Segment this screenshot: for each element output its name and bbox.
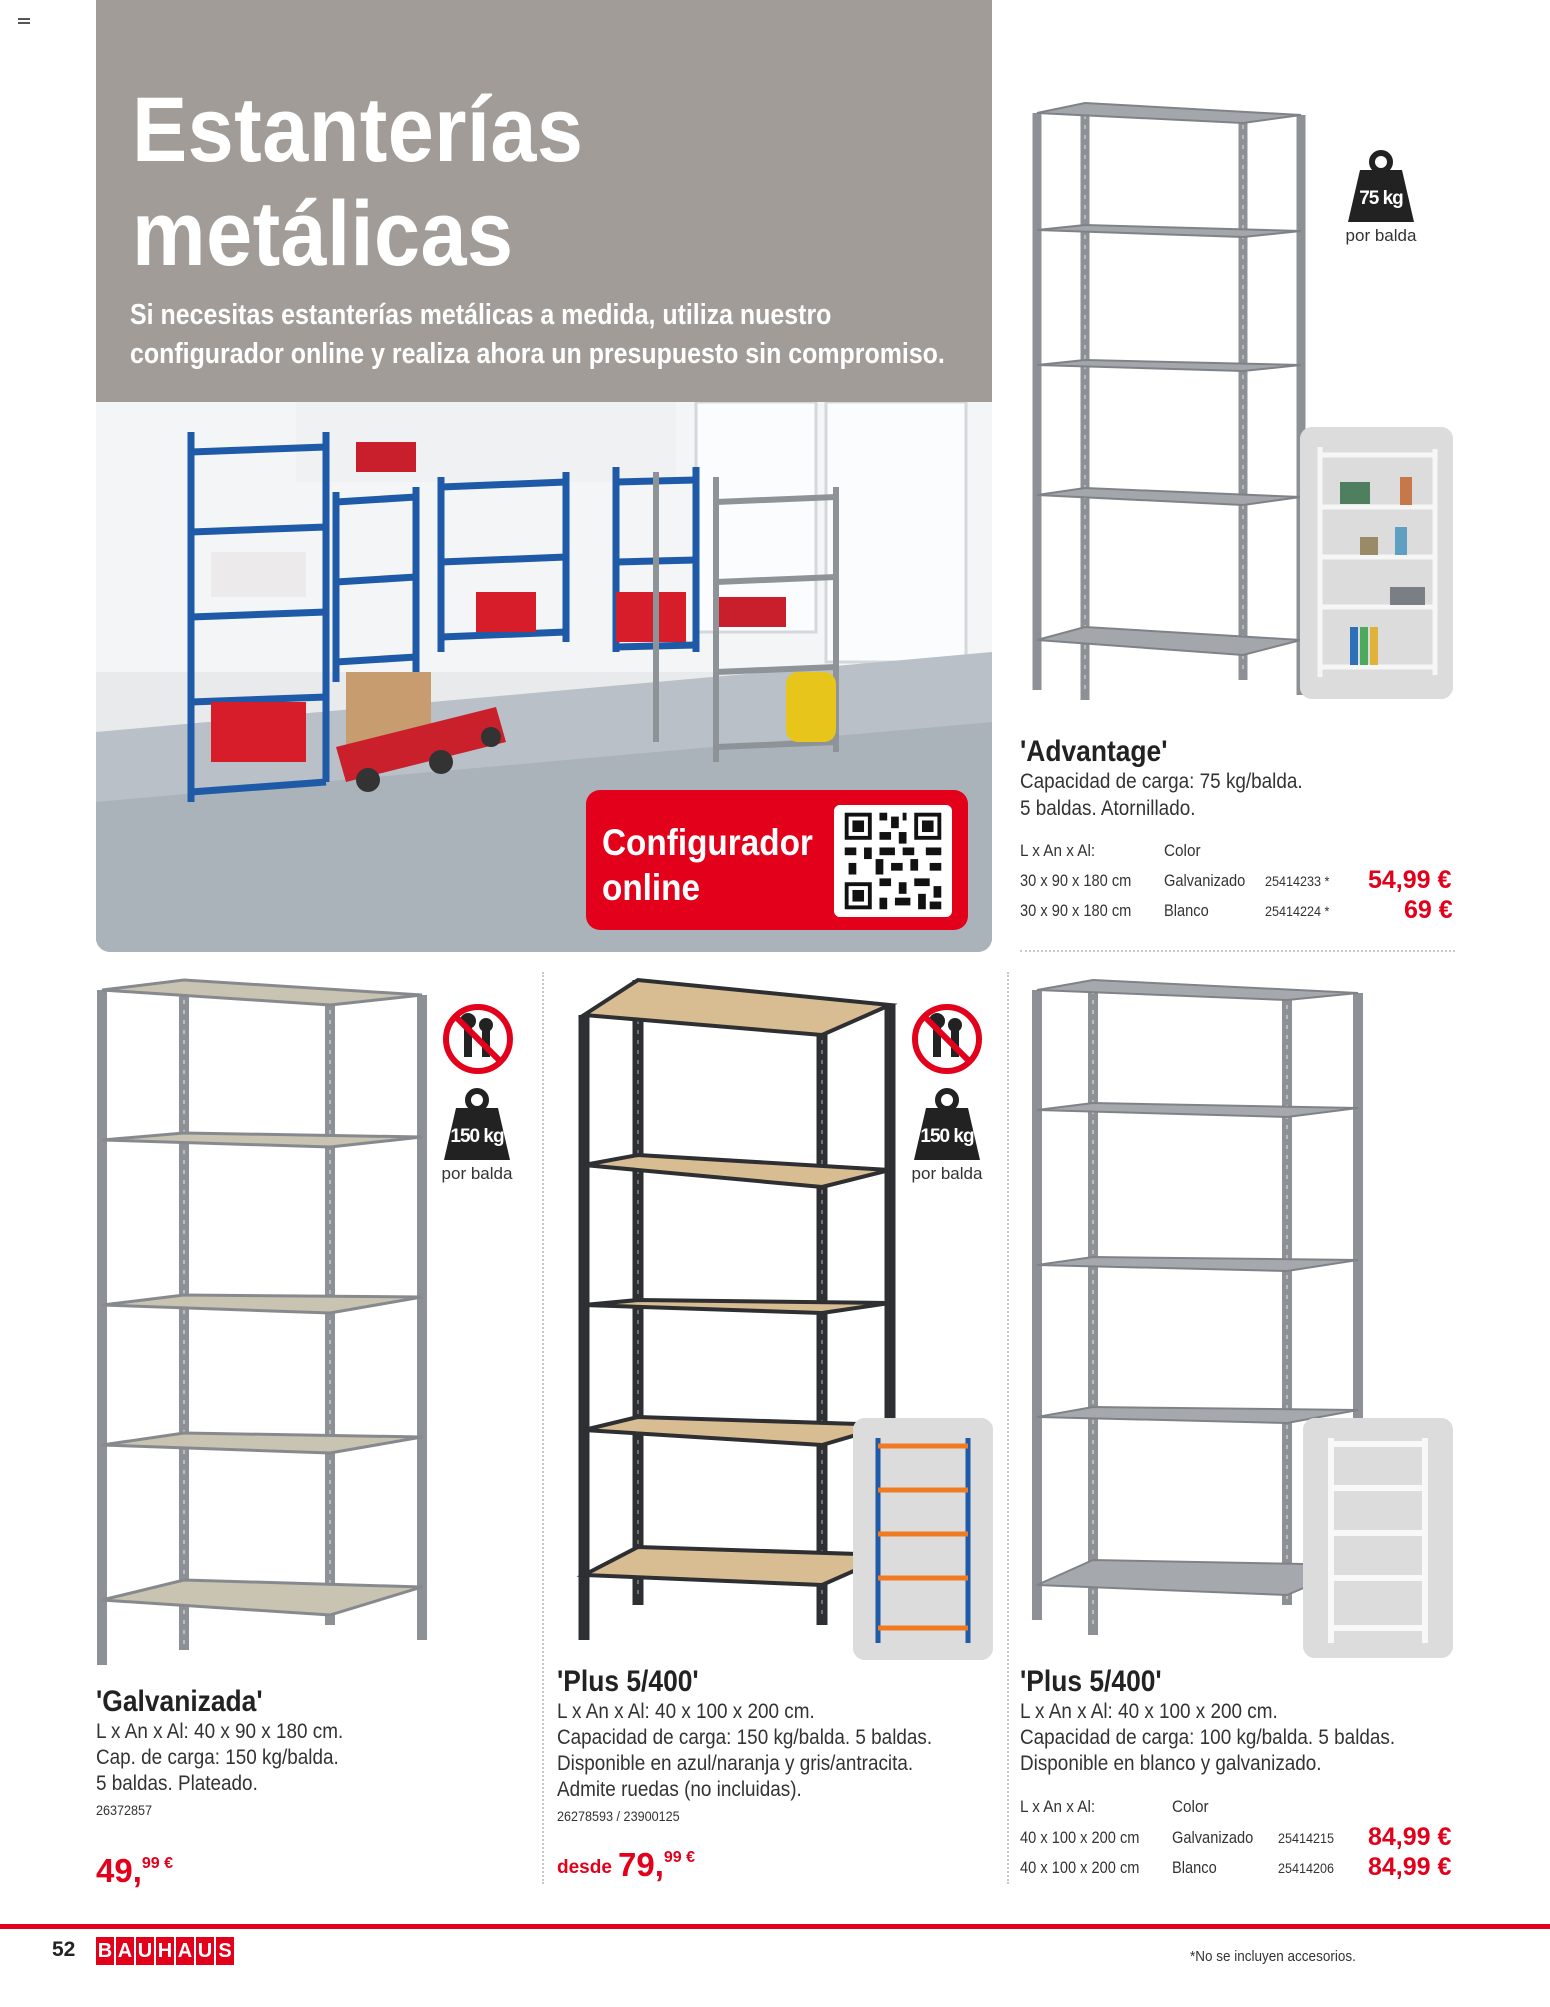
table-header-color: Color [1164,841,1201,860]
product-title: 'Advantage' [1020,735,1168,768]
weight-icon [1348,150,1414,222]
hero-subtitle [130,296,956,374]
product-description: L x An x Al: 40 x 100 x 200 cm. [557,1700,815,1723]
product-title: 'Plus 5/400' [1020,1665,1162,1698]
logo-letter: B [96,1937,114,1965]
row-article: 25414206 [1278,1860,1335,1876]
plus-color-thumbnail[interactable] [853,1418,993,1660]
load-badge [432,1088,522,1188]
logo-letter: A [176,1937,194,1965]
price-prefix: desde [557,1857,612,1878]
table-header-color: Color [1172,1797,1209,1816]
row-color: Galvanizado [1172,1828,1254,1847]
row-price: 54,99 € [1368,866,1452,894]
row-article: 25414215 [1278,1830,1335,1846]
product-description: Capacidad de carga: 75 kg/balda. [1020,770,1303,793]
footnote: *No se incluyen accesorios. [1190,1948,1356,1965]
row-dims: 40 x 100 x 200 cm [1020,1828,1140,1847]
qr-code-icon[interactable] [834,805,952,917]
row-dims: 30 x 90 x 180 cm [1020,871,1132,890]
load-unit: por balda [441,1164,513,1183]
logo-letter: U [136,1937,154,1965]
divider [542,972,544,1884]
product-description: L x An x Al: 40 x 90 x 180 cm. [96,1720,344,1743]
load-value: 75 kg [1359,188,1403,209]
white-shelf-image [1300,427,1453,699]
title-line: metálicas [132,183,514,285]
plus-white-thumbnail[interactable] [1303,1418,1453,1658]
product-description: Disponible en azul/naranja y gris/antracita. [557,1752,914,1775]
configurator-online-button[interactable] [586,790,968,930]
hero-banner [96,0,992,952]
load-unit: por balda [911,1164,983,1183]
row-color: Blanco [1164,901,1209,920]
weight-icon [914,1088,980,1160]
product-title: 'Plus 5/400' [557,1665,699,1698]
subtitle-line: configurador online y realiza ahora un presupuesto sin compromiso. [130,338,945,370]
advantage-shelf-image [1025,95,1315,705]
product-description: Capacidad de carga: 150 kg/balda. 5 baldas. [557,1726,933,1749]
row-color: Galvanizado [1164,871,1246,890]
row-price: 69 € [1404,896,1453,924]
load-unit: por balda [1345,226,1417,245]
product-price [96,1852,173,1890]
load-value: 150 kg [920,1126,974,1147]
no-tools-icon [442,1003,514,1075]
load-badge [1336,150,1426,250]
product-description: Capacidad de carga: 100 kg/balda. 5 baldas. [1020,1726,1396,1749]
logo-letter: H [156,1937,174,1965]
no-tools-icon [911,1003,983,1075]
row-article: 25414233 * [1265,873,1330,889]
load-badge [902,1088,992,1188]
configurator-line: Configurador [602,822,813,863]
white-shelf-image [1303,1418,1453,1658]
logo-letter: A [116,1937,134,1965]
price-decimals: 99 € [141,1855,174,1872]
row-price: 84,99 € [1368,1823,1452,1851]
product-title: 'Galvanizada' [96,1685,263,1718]
row-price: 84,99 € [1368,1853,1452,1881]
product-description: 5 baldas. Atornillado. [1020,797,1196,820]
product-description: Admite ruedas (no incluidas). [557,1778,802,1801]
table-header-dims: L x An x Al: [1020,1797,1096,1816]
product-article: 26278593 / 23900125 [557,1808,680,1824]
footer-rule [0,1924,1550,1929]
product-description: Disponible en blanco y galvanizado. [1020,1752,1322,1775]
row-dims: 40 x 100 x 200 cm [1020,1858,1140,1877]
price-integer: 49, [96,1852,142,1889]
load-value: 150 kg [450,1126,504,1147]
row-article: 25414224 * [1265,903,1330,919]
row-dims: 30 x 90 x 180 cm [1020,901,1132,920]
configurator-line: online [602,867,701,908]
logo-letter: U [196,1937,214,1965]
page-number: 52 [52,1938,76,1961]
product-description: 5 baldas. Plateado. [96,1772,258,1795]
product-description: Cap. de carga: 150 kg/balda. [96,1746,339,1769]
galvanizada-shelf-image [90,975,435,1670]
blue-orange-shelf-image [853,1418,993,1660]
divider [1007,972,1009,1884]
bauhaus-logo[interactable] [96,1937,234,1965]
price-decimals: 99 € [663,1849,696,1866]
configurator-label [602,820,813,910]
subtitle-line: Si necesitas estanterías metálicas a medida, utiliza nuestro [130,299,832,331]
weight-icon [444,1088,510,1160]
row-color: Blanco [1172,1858,1217,1877]
divider [1020,950,1455,952]
title-line: Estanterías [132,79,584,181]
product-article: 26372857 [96,1802,153,1818]
menu-icon[interactable] [18,18,30,28]
advantage-white-thumbnail[interactable] [1300,427,1453,699]
product-description: L x An x Al: 40 x 100 x 200 cm. [1020,1700,1278,1723]
table-header-dims: L x An x Al: [1020,841,1096,860]
product-price [618,1846,695,1884]
page-title [132,78,834,286]
logo-letter: S [216,1937,234,1965]
price-integer: 79, [618,1846,664,1883]
